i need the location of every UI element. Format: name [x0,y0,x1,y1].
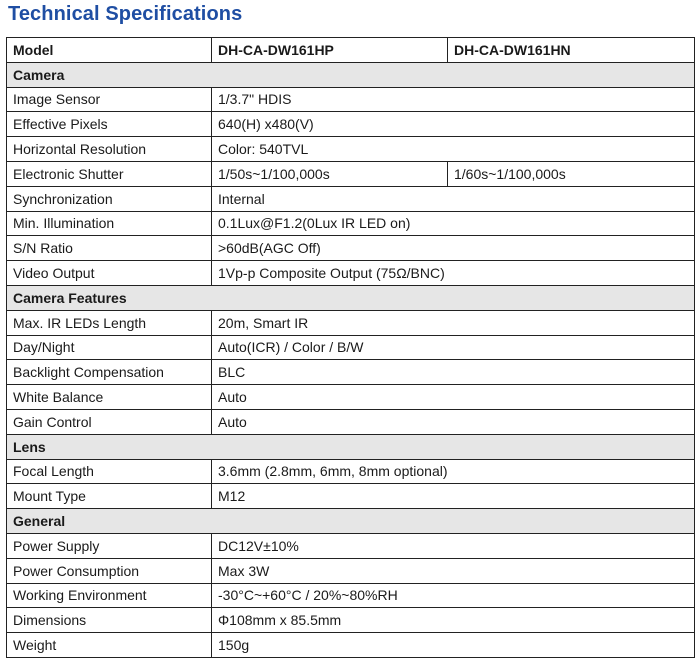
spec-value: Auto [212,409,695,434]
spec-label: Power Supply [7,533,212,558]
spec-value: Color: 540TVL [212,137,695,162]
spec-label: Working Environment [7,583,212,608]
spec-label: Effective Pixels [7,112,212,137]
section-title: Camera Features [7,285,695,310]
spec-label: Dimensions [7,608,212,633]
spec-label: Power Consumption [7,558,212,583]
spec-value: Internal [212,186,695,211]
spec-value: DC12V±10% [212,533,695,558]
spec-value: 0.1Lux@F1.2(0Lux IR LED on) [212,211,695,236]
spec-table [6,37,695,658]
table-header-row [7,38,695,63]
table-row [7,211,695,236]
table-row [7,261,695,286]
spec-value: 1/3.7" HDIS [212,87,695,112]
table-row [7,608,695,633]
spec-label: Backlight Compensation [7,360,212,385]
header-label: Model [7,38,212,63]
table-row [7,161,695,186]
spec-label: Min. Illumination [7,211,212,236]
spec-value: Max 3W [212,558,695,583]
header-model-hp: DH-CA-DW161HP [212,38,448,63]
spec-label: Mount Type [7,484,212,509]
spec-label: Max. IR LEDs Length [7,310,212,335]
spec-value: 150g [212,633,695,658]
spec-value: BLC [212,360,695,385]
section-title: General [7,509,695,534]
spec-label: Weight [7,633,212,658]
section-camera-features [7,285,695,310]
spec-label: Focal Length [7,459,212,484]
table-row [7,459,695,484]
spec-value: -30°C~+60°C / 20%~80%RH [212,583,695,608]
table-row [7,633,695,658]
table-row [7,558,695,583]
spec-value: M12 [212,484,695,509]
header-model-hn: DH-CA-DW161HN [448,38,695,63]
table-row [7,112,695,137]
spec-label: S/N Ratio [7,236,212,261]
spec-label: Horizontal Resolution [7,137,212,162]
spec-label: Image Sensor [7,87,212,112]
table-row [7,360,695,385]
table-row [7,310,695,335]
section-title: Camera [7,62,695,87]
page-title: Technical Specifications [8,3,243,25]
spec-label: Day/Night [7,335,212,360]
section-general [7,509,695,534]
table-row [7,186,695,211]
table-row [7,484,695,509]
spec-value: Auto [212,385,695,410]
spec-value: >60dB(AGC Off) [212,236,695,261]
table-row [7,335,695,360]
section-lens [7,434,695,459]
table-row [7,137,695,162]
spec-value-hp: 1/50s~1/100,000s [212,161,448,186]
spec-value-hn: 1/60s~1/100,000s [448,161,695,186]
table-row [7,583,695,608]
spec-label: Synchronization [7,186,212,211]
spec-value: 3.6mm (2.8mm, 6mm, 8mm optional) [212,459,695,484]
spec-label: Video Output [7,261,212,286]
table-row [7,385,695,410]
spec-label: Gain Control [7,409,212,434]
section-title: Lens [7,434,695,459]
spec-value: 20m, Smart IR [212,310,695,335]
section-camera [7,62,695,87]
spec-value: 1Vp-p Composite Output (75Ω/BNC) [212,261,695,286]
spec-value: Auto(ICR) / Color / B/W [212,335,695,360]
table-row [7,409,695,434]
table-row [7,87,695,112]
spec-value: 640(H) x480(V) [212,112,695,137]
table-row [7,533,695,558]
spec-label: White Balance [7,385,212,410]
spec-label: Electronic Shutter [7,161,212,186]
spec-value: Φ108mm x 85.5mm [212,608,695,633]
table-row [7,236,695,261]
